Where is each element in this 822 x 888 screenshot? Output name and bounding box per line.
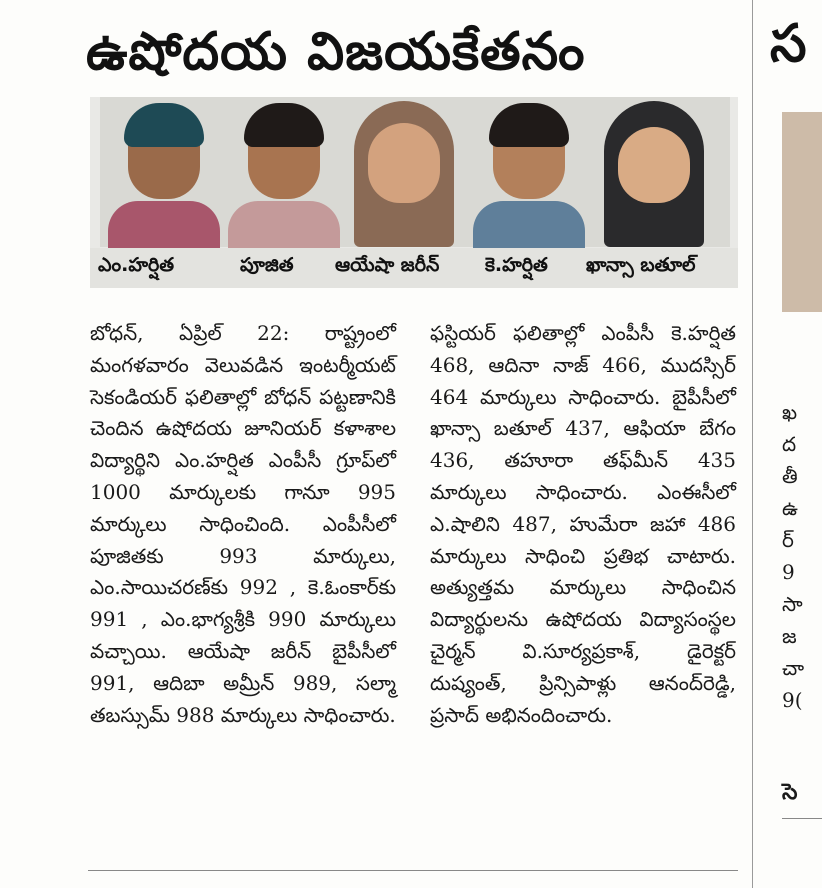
- student-photo-3: [340, 97, 468, 247]
- student-photo-4: [465, 97, 593, 247]
- adjacent-line: ర్: [782, 528, 794, 552]
- article-paragraph: ఫస్టియర్ ఫలితాల్లో ఎంపీసీ కె.హర్షిత 468, ఆదినా నాజ్ 466, ముదస్సిర్ 464 మార్కులు సాధించారు. బైపీసీలో ఖాన్సా బతూల్ 437, ఆఫియా బేగం 436, తహూరా తఫ్‌మీన్ 435 మార్కులు సాధించారు. ఎంఈసీలో ఎ.షాలిని 487, హుమేరా జహా 486 మార్కులు సాధించి ప్రతిభ చాటారు. అత్యుత్తమ మార్కులు సాధించిన విద్యార్థులను ఉషోదయ విద్యాసంస్థల చైర్మన్ వి.సూర్యప్రకాశ్, డైరెక్టర్ దుష్యంత్, ప్రిన్సిపాళ్లు ఆనంద్‌రెడ్డి, ప్రసాద్ అభినందించారు.: [430, 321, 736, 727]
- adjacent-line: జ: [782, 624, 797, 648]
- adjacent-line: 9(: [782, 688, 803, 712]
- student-photo-1: [100, 97, 228, 247]
- article-column-1: [90, 318, 396, 731]
- student-photo-5: [590, 97, 730, 247]
- adjacent-line: ఉ: [782, 496, 798, 520]
- adjacent-line: ఖ: [782, 400, 798, 424]
- adjacent-line: తీ: [782, 464, 798, 488]
- caption-name: కె.హర్షిత: [485, 254, 548, 276]
- photo-captions: [90, 248, 738, 288]
- adjacent-line: ద: [782, 432, 797, 456]
- adjacent-subhead: సె: [782, 780, 798, 805]
- adjacent-article: [760, 0, 807, 888]
- caption-name: ఎం.హర్షిత: [98, 254, 175, 276]
- column-divider: [752, 0, 753, 888]
- caption-name: ఖాన్సా బతూల్: [586, 254, 696, 276]
- adjacent-photo: [782, 112, 822, 312]
- adjacent-headline: స: [770, 14, 807, 74]
- headline: ఉషోదయ విజయకేతనం: [86, 22, 586, 82]
- adjacent-line: సా: [782, 592, 803, 616]
- adjacent-line: చా: [782, 656, 805, 680]
- caption-name: పూజిత: [240, 254, 294, 276]
- article-paragraph: బోధన్, ఏప్రిల్ 22: రాష్ట్రంలో మంగళవారం వెలువడిన ఇంటర్మీయట్ సెకండియర్ ఫలితాల్లో బోధన్ పట్టణానికి చెందిన ఉషోదయ జూనియర్ కళాశాల విద్యార్థిని ఎం.హర్షిత ఎంపీసీ గ్రూప్‌లో 1000 మార్కులకు గానూ 995 మార్కులు సాధించింది. ఎంపీసీలో పూజితకు 993 మార్కులు, ఎం.సాయిచరణ్‌కు 992 , కె.ఓంకార్‌కు 991 , ఎం.భాగ్యశ్రీకి 990 మార్కులు వచ్చాయి. ఆయేషా జరీన్ బైపీసీలో 991, ఆదిబా అమ్రీన్ 989, సల్మా తబస్సుమ్ 988 మార్కులు సాధించారు.: [90, 321, 396, 727]
- student-photo-2: [220, 97, 348, 247]
- bottom-rule: [88, 870, 738, 871]
- caption-name: ఆయేషా జరీన్: [335, 254, 440, 276]
- article-column-2: [430, 318, 736, 731]
- adjacent-rule: [782, 818, 822, 819]
- adjacent-line: 9: [782, 560, 795, 584]
